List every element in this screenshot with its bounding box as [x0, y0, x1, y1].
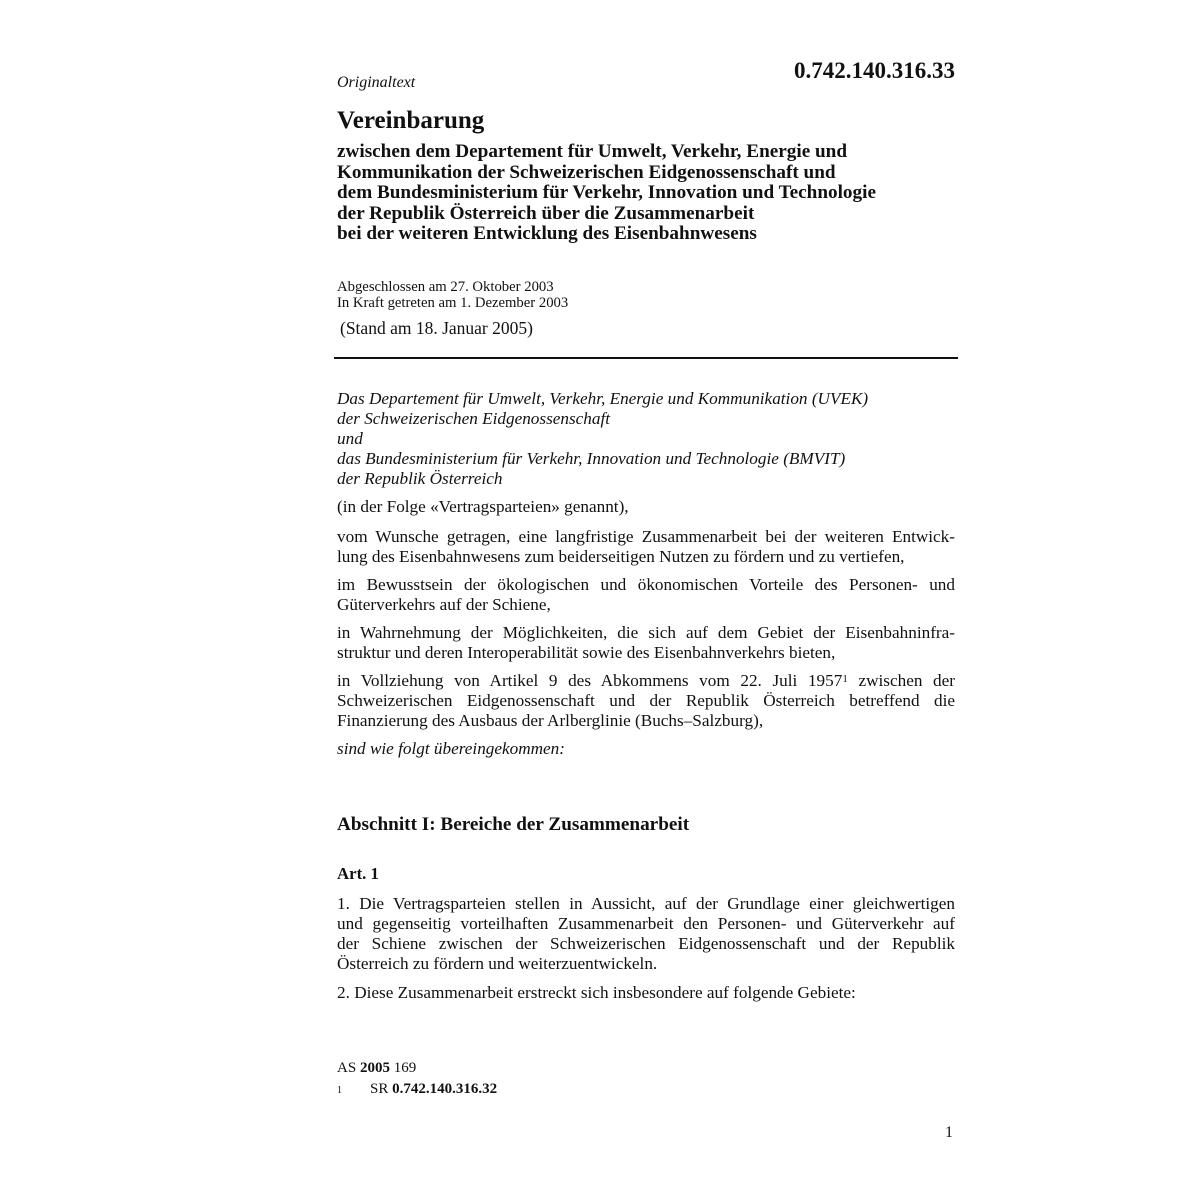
preamble-text: [337, 671, 955, 691]
preamble-paragraph: [337, 527, 955, 567]
header-divider: [334, 357, 958, 359]
concluded-date: Abgeschlossen am 27. Oktober 2003: [337, 279, 554, 295]
sr-number: 0.742.140.316.33: [794, 58, 955, 83]
subtitle-line: zwischen dem Departement für Umwelt, Verkehr, Energie und: [337, 141, 848, 162]
footnote-sr-link[interactable]: 0.742.140.316.32: [392, 1081, 498, 1097]
dates-block: [337, 280, 568, 311]
in-force-date: In Kraft getreten am 1. Dezember 2003: [337, 294, 569, 311]
as-page: 169: [389, 1060, 417, 1076]
as-prefix: AS: [337, 1060, 360, 1076]
preamble-text: in Wahrnehmung der Möglichkeiten, die sich auf dem Gebiet der Eisenbahninfra-: [337, 623, 955, 642]
subtitle-line: Kommunikation der Schweizerischen Eidgenossenschaft und: [337, 161, 836, 183]
preamble-closing: [337, 739, 955, 759]
preamble-text: Finanzierung des Ausbaus der Arlberglinie (Buchs–Salzburg),: [337, 711, 764, 730]
article-text: 2. Diese Zusammenarbeit erstreckt sich insbesondere auf folgende Gebiete:: [337, 983, 856, 1002]
as-reference: [337, 1058, 497, 1079]
footnote-prefix: SR: [370, 1081, 393, 1097]
preamble-text: (in der Folge «Vertragsparteien» genannt),: [337, 497, 629, 516]
parties-block: [337, 389, 955, 489]
preamble-text: im Bewusstsein der ökologischen und ökonomischen Vorteile des Personen- und: [337, 575, 955, 594]
article-heading: Art. 1: [337, 864, 379, 883]
parties-line: das Bundesministerium für Verkehr, Innovation und Technologie (BMVIT): [337, 449, 846, 468]
article-text: der Schiene zwischen der Schweizerischen Eidgenossenschaft und der Republik: [337, 934, 955, 953]
preamble-text: lung des Eisenbahnwesens zum beiderseitigen Nutzen zu fördern und zu vertiefen,: [337, 547, 905, 566]
preamble-paragraph: [337, 623, 955, 663]
original-text-label: Originaltext: [337, 74, 416, 91]
subtitle-line: bei der weiteren Entwicklung des Eisenbahnwesens: [337, 223, 757, 244]
parties-line: und: [337, 429, 363, 448]
section-heading: Abschnitt I: Bereiche der Zusammenarbeit: [337, 814, 690, 835]
parties-line: Das Departement für Umwelt, Verkehr, Energie und Kommunikation (UVEK): [337, 389, 869, 408]
preamble-text: struktur und deren Interoperabilität sowie des Eisenbahnverkehrs bieten,: [337, 643, 836, 662]
article-text: Österreich zu fördern und weiterzuentwickeln.: [337, 954, 658, 973]
article-paragraph: [337, 894, 955, 974]
preamble-paragraph: [337, 575, 955, 615]
preamble-paragraph: [337, 671, 955, 731]
article-paragraph: [337, 983, 955, 1003]
as-year: 2005: [359, 1060, 390, 1076]
preamble-text: Schweizerischen Eidgenossenschaft und der Republik Österreich betreffend die: [337, 691, 955, 710]
parties-line: der Republik Österreich: [337, 469, 503, 488]
article-text: 1. Die Vertragsparteien stellen in Aussicht, auf der Grundlage einer gleichwertigen: [337, 894, 955, 913]
footnote-number: 1: [337, 1085, 342, 1096]
preamble-paragraph: [337, 497, 955, 517]
preamble-text-part: zwischen der: [847, 671, 955, 690]
footnote-reference[interactable]: 1: [842, 673, 848, 685]
preamble-text: vom Wunsche getragen, eine langfristige Zusammenarbeit bei der weiteren Entwick-: [337, 527, 955, 546]
closing-text: sind wie folgt übereingekommen:: [337, 739, 566, 758]
parties-line: der Schweizerischen Eidgenossenschaft: [337, 409, 611, 428]
footnotes: [337, 1058, 497, 1100]
subtitle-line: der Republik Österreich über die Zusammenarbeit: [337, 202, 755, 224]
preamble-text: Güterverkehrs auf der Schiene,: [337, 595, 551, 614]
page-number: 1: [945, 1124, 953, 1141]
document-subtitle: [337, 142, 876, 245]
document-title: Vereinbarung: [337, 107, 485, 134]
status-date: (Stand am 18. Januar 2005): [340, 318, 533, 338]
subtitle-line: dem Bundesministerium für Verkehr, Innovation und Technologie: [337, 182, 876, 203]
footnote-1: [337, 1079, 497, 1100]
article-text: und gegenseitig vorteilhaften Zusammenarbeit den Personen- und Güterverkehr auf: [337, 914, 955, 933]
preamble-text-part: in Vollziehung von Artikel 9 des Abkommens vom 22. Juli 1957: [337, 671, 843, 690]
